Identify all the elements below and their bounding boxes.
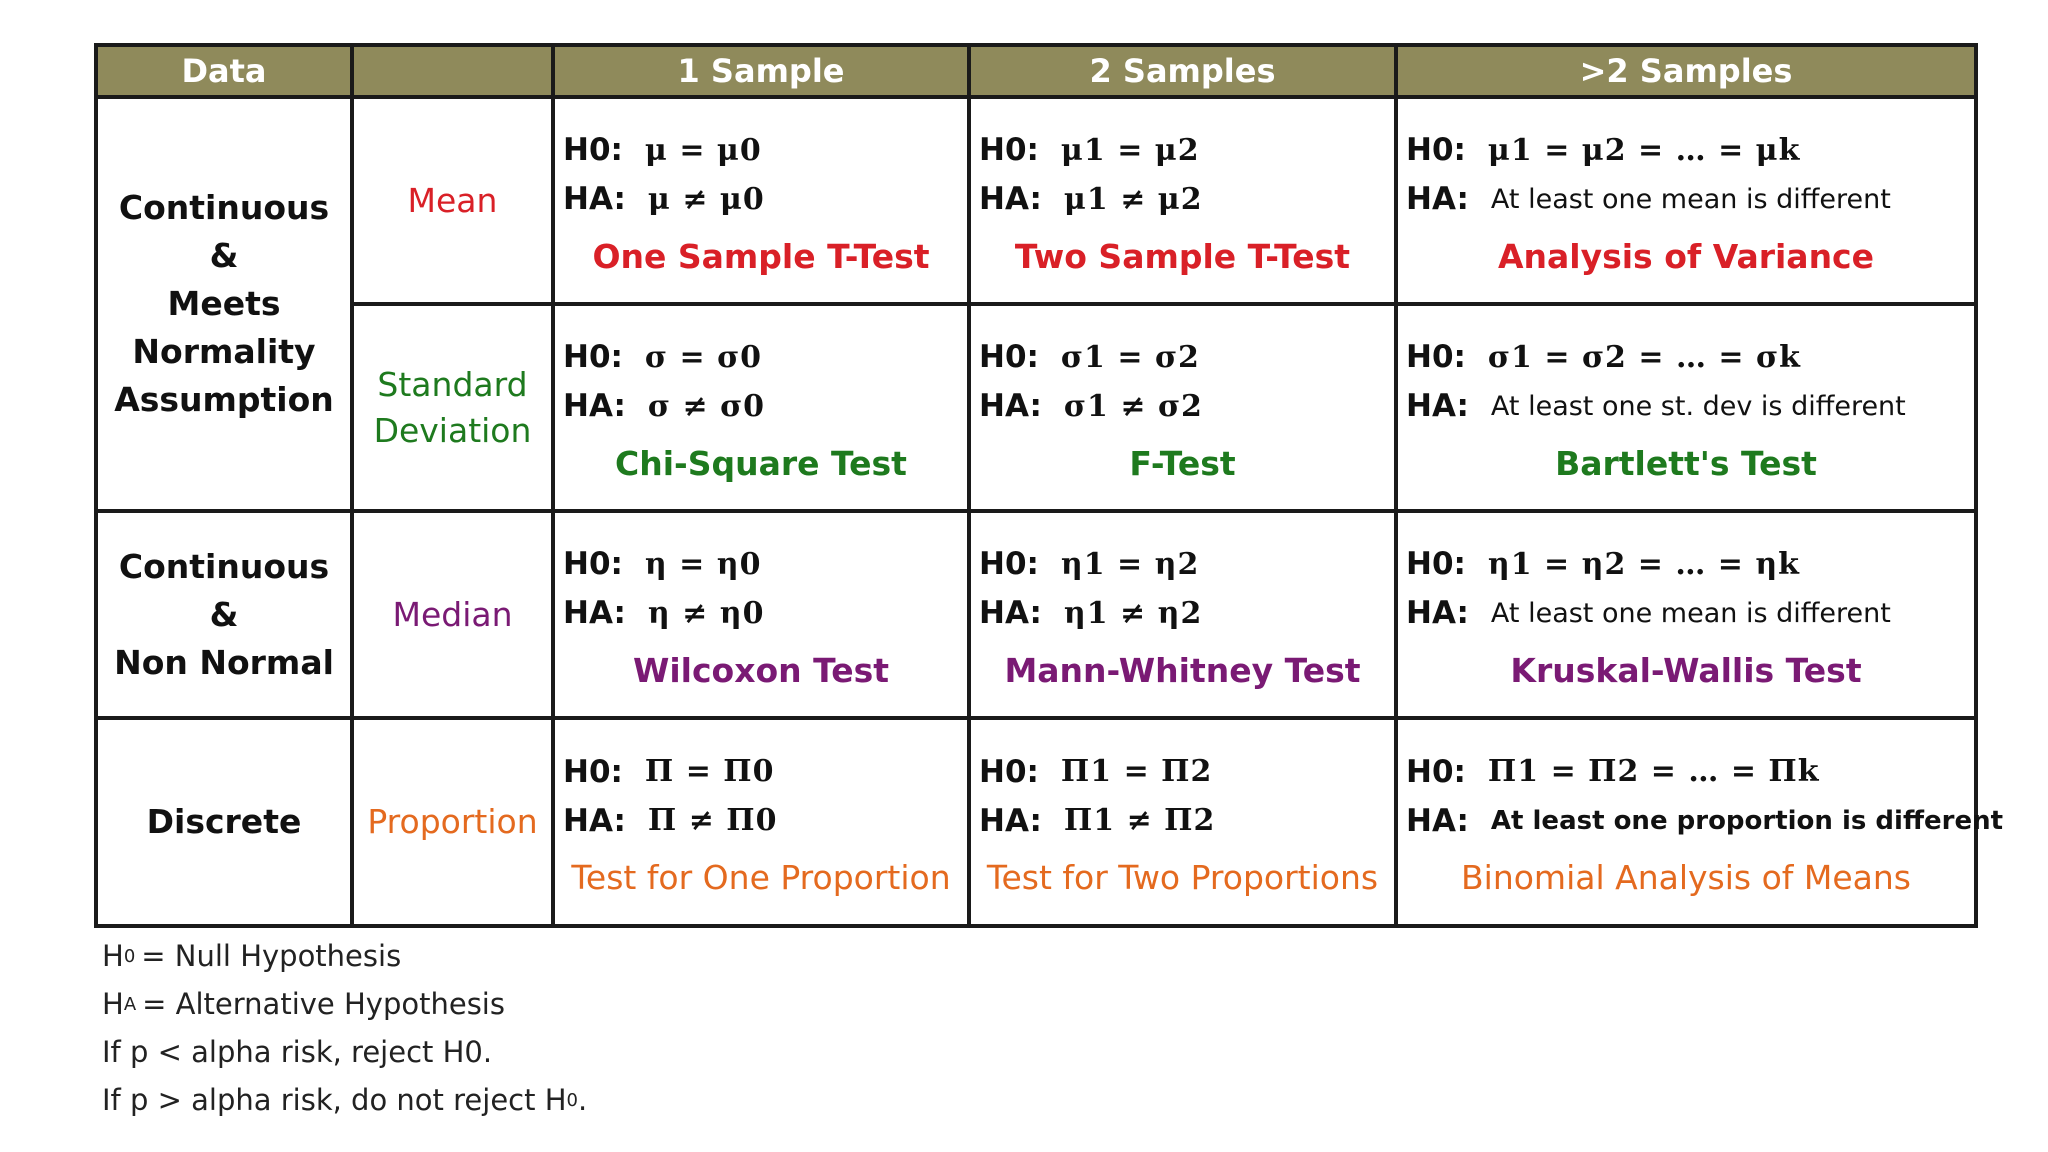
row-group-line: Discrete <box>146 802 302 841</box>
ha-label: HA: <box>979 595 1042 631</box>
footnote-text: = Alternative Hypothesis <box>142 987 505 1021</box>
ha-label: HA: <box>1406 388 1469 424</box>
cell-median-one-sample <box>553 511 969 718</box>
footnote-subscript: 0 <box>123 945 136 967</box>
row-group-line: Assumption <box>114 380 334 419</box>
ha-equation: Π ≠ Π0 <box>647 803 778 838</box>
test-name: Test for Two Proportions <box>986 858 1379 897</box>
ha-text: At least one mean is different <box>1490 183 1891 215</box>
table-row-mean <box>96 97 1976 304</box>
h0-equation: η1 = η2 <box>1060 546 1200 582</box>
footnotes <box>102 932 587 1124</box>
ha-label: HA: <box>1406 802 1469 839</box>
h0-label: H0: <box>563 132 623 168</box>
row-group-line: Normality <box>132 332 316 371</box>
cell-std-two-samples <box>969 304 1396 511</box>
h0-label: H0: <box>1406 132 1466 168</box>
cell-std-one-sample <box>553 304 969 511</box>
h0-label: H0: <box>979 339 1039 375</box>
ha-equation: η ≠ η0 <box>647 595 765 631</box>
h0-label: H0: <box>563 339 623 375</box>
footnote-subscript: 0 <box>566 1089 578 1111</box>
row-group-continuous-non-normal <box>96 511 352 718</box>
cell-median-two-samples <box>969 511 1396 718</box>
cell-mean-one-sample <box>553 97 969 304</box>
h0-equation: Π = Π0 <box>644 754 775 789</box>
ha-equation: σ ≠ σ0 <box>647 388 766 424</box>
h0-label: H0: <box>979 132 1039 168</box>
ha-text: At least one st. dev is different <box>1490 390 1906 422</box>
ha-equation: μ ≠ μ0 <box>647 181 765 217</box>
footnote-text: If p < alpha risk, reject H0. <box>102 1035 493 1069</box>
table-row-std <box>96 304 1976 511</box>
cell-median-more-samples <box>1396 511 1976 718</box>
table-row-proportion <box>96 718 1976 926</box>
test-name: Kruskal-Wallis Test <box>1510 650 1862 690</box>
h0-equation: σ = σ0 <box>644 339 763 375</box>
h0-label: H0: <box>979 546 1039 582</box>
h0-equation: μ1 = μ2 = … = μk <box>1487 132 1801 168</box>
param-line: Standard <box>377 364 528 404</box>
row-group-line: & <box>209 236 239 275</box>
test-name: Mann-Whitney Test <box>1004 650 1361 690</box>
ha-label: HA: <box>1406 595 1469 631</box>
row-group-line: Meets <box>167 284 281 323</box>
header-two-samples: 2 Samples <box>969 45 1396 97</box>
hypothesis-test-table <box>94 43 2004 928</box>
param-mean: Mean <box>352 97 553 304</box>
param-line: Deviation <box>373 410 532 450</box>
footnote-h: H <box>102 987 124 1021</box>
ha-label: HA: <box>563 802 626 839</box>
param-standard-deviation <box>352 304 553 511</box>
test-name: Two Sample T-Test <box>1014 236 1351 276</box>
ha-text: At least one mean is different <box>1490 597 1891 629</box>
row-group-line: Continuous <box>118 546 330 586</box>
h0-label: H0: <box>979 753 1039 790</box>
header-one-sample: 1 Sample <box>553 45 969 97</box>
ha-equation: σ1 ≠ σ2 <box>1063 388 1203 424</box>
footnote-text: If p > alpha risk, do not reject H <box>102 1083 567 1117</box>
test-name: Wilcoxon Test <box>632 650 890 690</box>
test-name: Chi-Square Test <box>615 443 907 483</box>
h0-label: H0: <box>1406 753 1466 790</box>
param-median: Median <box>352 511 553 718</box>
cell-std-more-samples <box>1396 304 1976 511</box>
cell-proportion-more-samples <box>1396 718 2004 926</box>
cell-proportion-two-samples <box>969 718 1396 926</box>
h0-label: H0: <box>1406 339 1466 375</box>
test-name: Bartlett's Test <box>1555 443 1817 483</box>
test-name: Binomial Analysis of Means <box>1461 858 1911 897</box>
header-blank <box>352 45 553 97</box>
h0-equation: η = η0 <box>644 546 762 582</box>
ha-label: HA: <box>979 181 1042 217</box>
footnote-text: = Null Hypothesis <box>141 939 402 973</box>
h0-equation: Π1 = Π2 <box>1060 754 1213 789</box>
footnote-subscript: A <box>123 993 137 1015</box>
table-row-median <box>96 511 1976 718</box>
ha-label: HA: <box>979 802 1042 839</box>
test-name: Test for One Proportion <box>571 858 951 897</box>
header-row <box>96 45 1976 97</box>
ha-equation: μ1 ≠ μ2 <box>1063 181 1203 217</box>
footnote-h: H <box>102 939 124 973</box>
h0-equation: μ = μ0 <box>644 132 762 168</box>
h0-equation: η1 = η2 = … = ηk <box>1487 546 1800 582</box>
ha-label: HA: <box>1406 181 1469 217</box>
cell-proportion-one-sample <box>553 718 969 926</box>
row-group-line: Non Normal <box>114 642 334 682</box>
header-data: Data <box>96 45 352 97</box>
header-more-samples: >2 Samples <box>1396 45 1976 97</box>
row-group-continuous-normal <box>96 97 352 511</box>
param-proportion: Proportion <box>352 718 553 926</box>
h0-equation: σ1 = σ2 = … = σk <box>1487 339 1801 375</box>
ha-label: HA: <box>563 595 626 631</box>
footnote-null-hypothesis <box>102 932 587 980</box>
ha-text: At least one proportion is different <box>1490 805 2004 836</box>
ha-label: HA: <box>979 388 1042 424</box>
ha-equation: η1 ≠ η2 <box>1063 595 1203 631</box>
h0-label: H0: <box>1406 546 1466 582</box>
footnote-do-not-reject-rule <box>102 1076 587 1124</box>
test-name: One Sample T-Test <box>592 236 930 276</box>
row-group-discrete <box>96 718 352 926</box>
test-name: F-Test <box>1129 443 1236 483</box>
h0-label: H0: <box>563 753 623 790</box>
row-group-line: Continuous <box>118 188 330 227</box>
ha-label: HA: <box>563 388 626 424</box>
test-name: Analysis of Variance <box>1497 236 1875 276</box>
h0-label: H0: <box>563 546 623 582</box>
ha-equation: Π1 ≠ Π2 <box>1063 803 1216 838</box>
cell-mean-two-samples <box>969 97 1396 304</box>
ha-label: HA: <box>563 181 626 217</box>
h0-equation: Π1 = Π2 = … = Πk <box>1487 754 1820 789</box>
footnote-alternative-hypothesis <box>102 980 587 1028</box>
footnote-text: . <box>577 1083 588 1117</box>
row-group-line: & <box>209 594 239 634</box>
cell-mean-more-samples <box>1396 97 1976 304</box>
h0-equation: μ1 = μ2 <box>1060 132 1200 168</box>
h0-equation: σ1 = σ2 <box>1060 339 1200 375</box>
footnote-reject-rule <box>102 1028 587 1076</box>
